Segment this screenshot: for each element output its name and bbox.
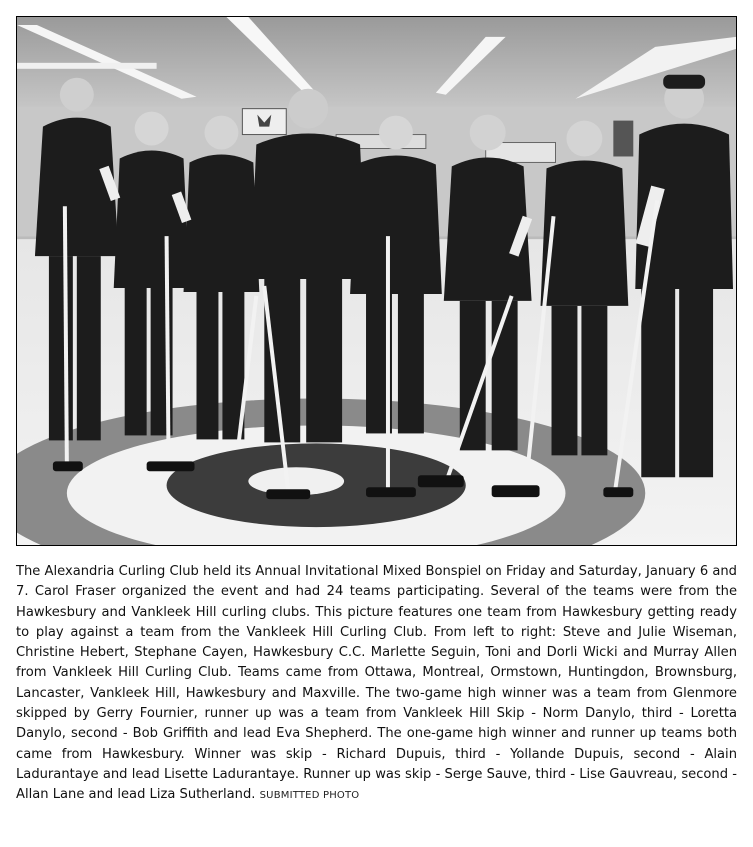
curling-team-photo: [16, 16, 737, 546]
photo-credit: SUBMITTED PHOTO: [259, 790, 360, 802]
caption-text: The Alexandria Curling Club held its Annual Invitational Mixed Bonspiel on Friday and Saturday, January 6 and 7. Carol Fraser organized the event and had 24 teams participating. Several of the teams were from the Hawkesbury and Vankleek Hill curling clubs. This picture features one team from Hawkesbury getting ready to play against a team from the Vankleek Hill Curling Club. From left to right: Steve and Julie Wiseman, Christine Hebert, Stephane Cayen, Hawkesbury C.C. Marlette Seguin, Toni and Dorli Wicki and Murray Allen from Vankleek Hill Curling Club. Teams came from Ottawa, Montreal, Ormstown, Huntingdon, Brownsburg, Lancaster, Vankleek Hill, Hawkesbury and Maxville. The two-game high winner was a team from Glenmore skipped by Gerry Fournier, runner up was a team from Vankleek Hill Skip - Norm Danylo, third - Loretta Danylo, second - Bob Griffith and lead Eva Shepherd. The one-game high winner and runner up teams both came from Hawkesbury. Winner was skip - Richard Dupuis, third - Yollande Dupuis, second - Alain Ladurantaye and lead Lisette Ladurantaye. Runner up was skip - Serge Sauve, third - Lise Gauvreau, second - Allan Lane and lead Liza Sutherland.: [16, 564, 737, 803]
photo-illustration: [17, 17, 736, 545]
photo-caption: [16, 562, 737, 807]
